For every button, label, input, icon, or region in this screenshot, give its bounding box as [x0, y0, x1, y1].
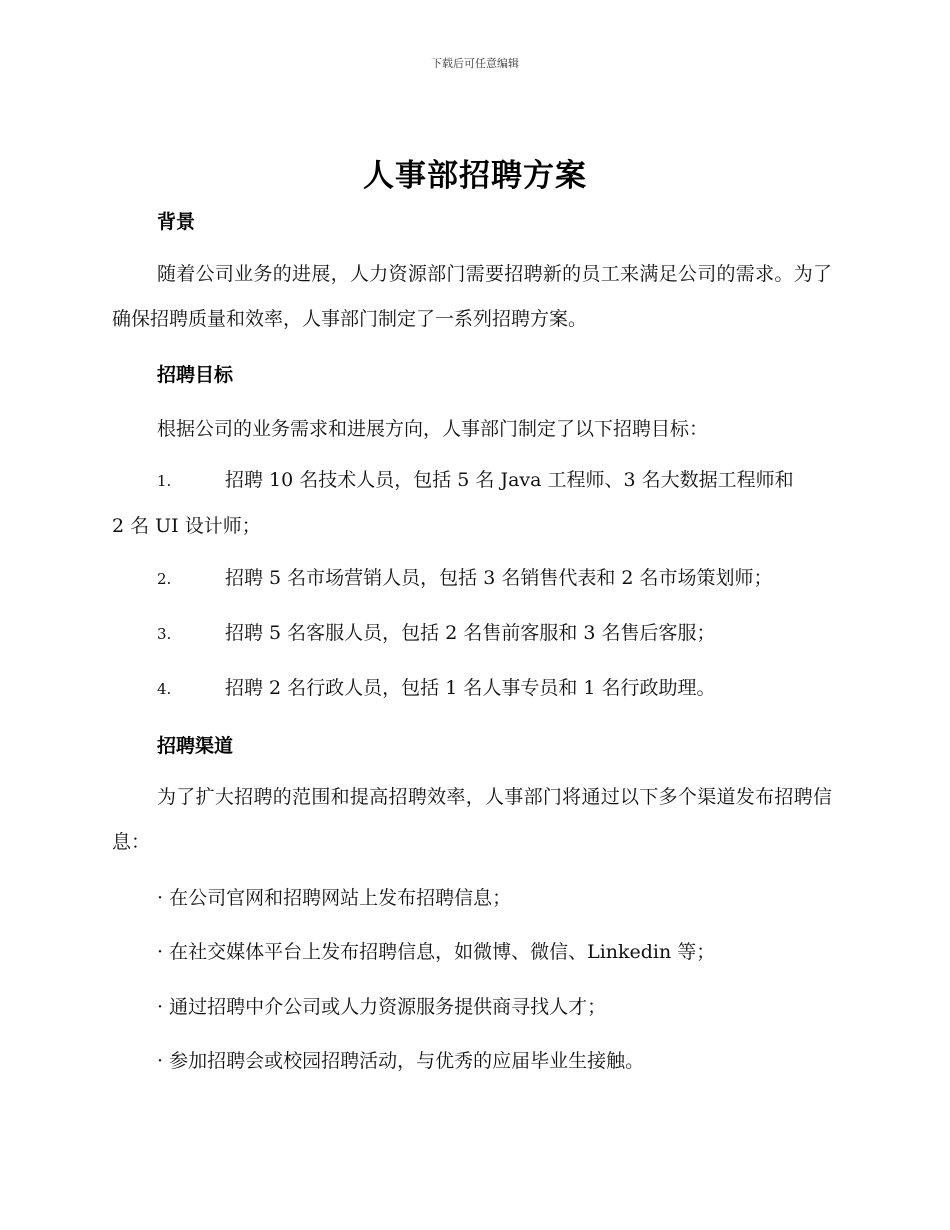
bullet-item: · 参加招聘会或校园招聘活动，与优秀的应届毕业生接触。 — [157, 1050, 645, 1072]
list-item-number: 3. — [157, 625, 172, 643]
list-item-continuation: 2 名 UI 设计师； — [112, 515, 261, 537]
section-heading-goals: 招聘目标 — [157, 364, 234, 386]
header-note: 下载后可任意编辑 — [431, 57, 519, 70]
list-item-text: 招聘 10 名技术人员，包括 5 名 Java 工程师、3 名大数据工程师和 — [225, 469, 794, 491]
goals-list — [112, 458, 832, 549]
list-item — [112, 611, 832, 657]
list-item-number: 1. — [157, 472, 172, 490]
document-title: 人事部招聘方案 — [363, 158, 587, 194]
list-item-number: 2. — [157, 570, 172, 588]
bullet-item: · 通过招聘中介公司或人力资源服务提供商寻找人才； — [157, 996, 607, 1018]
list-item-text: 招聘 5 名客服人员，包括 2 名售前客服和 3 名售后客服； — [225, 622, 716, 644]
list-item-number: 4. — [157, 680, 172, 698]
goals-intro: 根据公司的业务需求和进展方向，人事部门制定了以下招聘目标： — [157, 418, 709, 440]
list-item — [112, 458, 832, 504]
bullet-item: · 在公司官网和招聘网站上发布招聘信息； — [157, 887, 512, 909]
channels-paragraph: 为了扩大招聘的范围和提高招聘效率，人事部门将通过以下多个渠道发布招聘信息： — [112, 786, 832, 853]
list-item-text: 招聘 2 名行政人员，包括 1 名人事专员和 1 名行政助理。 — [225, 677, 716, 699]
list-item-text: 招聘 5 名市场营销人员，包括 3 名销售代表和 2 名市场策划师； — [225, 567, 773, 589]
list-item — [112, 666, 832, 712]
section-heading-channels: 招聘渠道 — [157, 735, 234, 757]
section-heading-background: 背景 — [157, 211, 196, 233]
bullet-item: · 在社交媒体平台上发布招聘信息，如微博、微信、Linkedin 等； — [157, 941, 716, 963]
list-item — [112, 556, 832, 602]
background-paragraph: 随着公司业务的进展，人力资源部门需要招聘新的员工来满足公司的需求。为了确保招聘质量和效率，人事部门制定了一系列招聘方案。 — [112, 263, 832, 330]
